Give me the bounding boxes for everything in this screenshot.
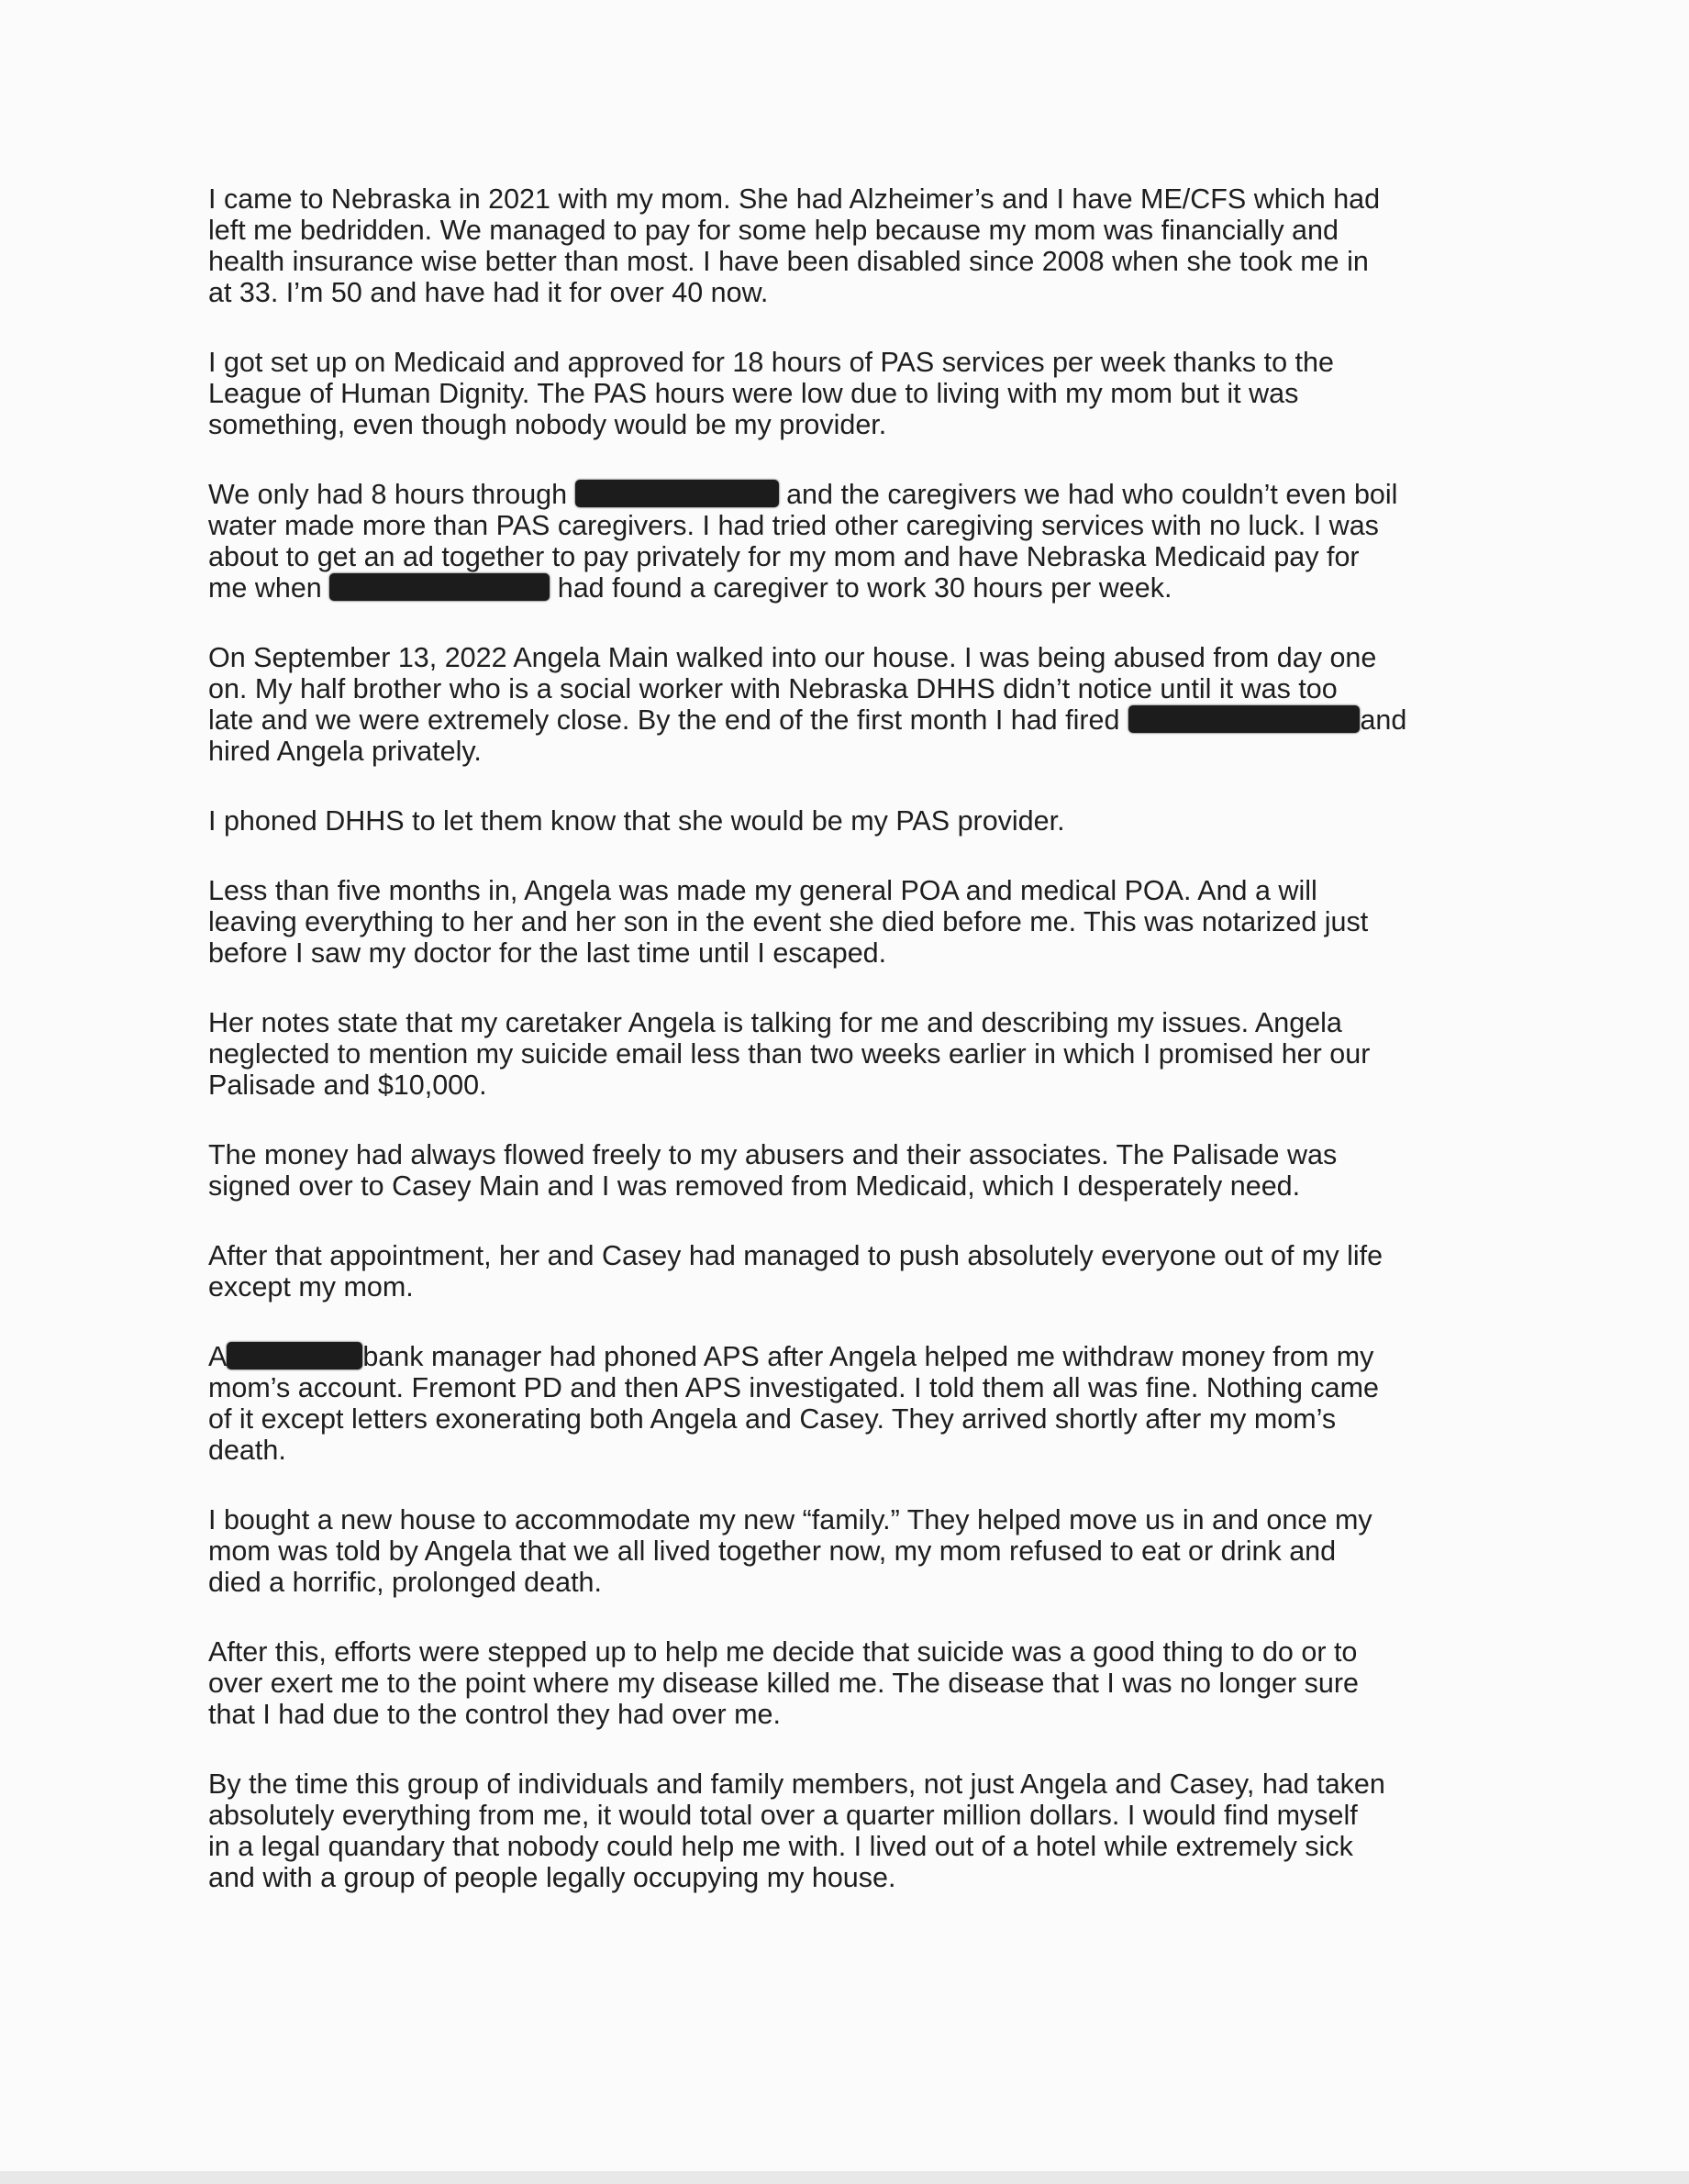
text-segment: and the caregivers we had who couldn’t even boil [786,479,1398,510]
paragraph-6 [208,875,1529,969]
text-line: at 33. I’m 50 and have had it for over 40 now. [208,277,769,308]
text-line: I came to Nebraska in 2021 with my mom. She had Alzheimer’s and I have ME/CFS which had [208,183,1381,215]
paragraph-8 [208,1139,1529,1202]
redaction-mark [227,1342,362,1369]
text-segment: had found a caregiver to work 30 hours per week. [557,572,1172,604]
text-line: in a legal quandary that nobody could help me with. I lived out of a hotel while extremely sick [208,1831,1353,1862]
text-line: before I saw my doctor for the last time until I escaped. [208,937,887,969]
paragraph-9 [208,1240,1529,1303]
paragraph-11 [208,1504,1529,1598]
text-line: absolutely everything from me, it would total over a quarter million dollars. I would find myself [208,1800,1358,1831]
text-line: left me bedridden. We managed to pay for some help because my mom was financially and [208,215,1339,246]
text-line: leaving everything to her and her son in the event she died before me. This was notarized just [208,906,1369,937]
text-line [208,479,1529,510]
text-line: of it except letters exonerating both Angela and Casey. They arrived shortly after my mom’s [208,1403,1337,1435]
letter-body [208,183,1529,1932]
text-line: something, even though nobody would be my provider. [208,409,887,440]
text-line: The money had always flowed freely to my abusers and their associates. The Palisade was [208,1139,1338,1170]
text-line: Her notes state that my caretaker Angela is talking for me and describing my issues. Angela [208,1007,1342,1038]
text-line: After this, efforts were stepped up to help me decide that suicide was a good thing to do or to [208,1636,1358,1668]
text-line: I got set up on Medicaid and approved for 18 hours of PAS services per week thanks to the [208,347,1334,378]
scan-bottom-edge [0,2171,1689,2184]
text-line: on. My half brother who is a social worker with Nebraska DHHS didn’t notice until it was too [208,673,1338,704]
text-line: neglected to mention my suicide email less than two weeks earlier in which I promised her our [208,1038,1371,1070]
text-line: Less than five months in, Angela was made my general POA and medical POA. And a will [208,875,1317,906]
paragraph-1 [208,183,1529,308]
text-line [208,704,1529,736]
text-line: water made more than PAS caregivers. I had tried other caregiving services with no luck. I was [208,510,1379,541]
text-line: and with a group of people legally occupying my house. [208,1862,896,1893]
text-line: that I had due to the control they had over me. [208,1699,781,1730]
text-line: League of Human Dignity. The PAS hours were low due to living with my mom but it was [208,378,1299,409]
text-segment: me when [208,572,322,604]
redaction-mark [575,480,779,507]
paragraph-10 [208,1341,1529,1466]
text-line: death. [208,1435,286,1466]
text-segment: A [208,1341,228,1372]
text-line: mom was told by Angela that we all lived together now, my mom refused to eat or drink and [208,1535,1337,1567]
paragraph-7 [208,1007,1529,1101]
paragraph-2 [208,347,1529,440]
text-line: died a horrific, prolonged death. [208,1567,602,1598]
text-line: over exert me to the point where my disease killed me. The disease that I was no longer sure [208,1668,1359,1699]
text-line [208,1341,1529,1372]
text-line: mom’s account. Fremont PD and then APS investigated. I told them all was fine. Nothing came [208,1372,1379,1403]
paragraph-4 [208,642,1529,767]
text-line: Palisade and $10,000. [208,1070,487,1101]
text-line: I bought a new house to accommodate my new “family.” They helped move us in and once my [208,1504,1372,1535]
text-segment: We only had 8 hours through [208,479,568,510]
paragraph-3 [208,479,1529,604]
text-line [208,572,1529,604]
paragraph-13 [208,1768,1529,1893]
text-line: I phoned DHHS to let them know that she would be my PAS provider. [208,805,1065,837]
text-line: hired Angela privately. [208,736,482,767]
text-line: On September 13, 2022 Angela Main walked into our house. I was being abused from day one [208,642,1377,673]
text-line: about to get an ad together to pay privately for my mom and have Nebraska Medicaid pay for [208,541,1360,572]
paragraph-5 [208,805,1529,837]
paragraph-12 [208,1636,1529,1730]
text-line: health insurance wise better than most. I have been disabled since 2008 when she took me in [208,246,1369,277]
text-segment: late and we were extremely close. By the end of the first month I had fired [208,704,1120,736]
redaction-mark [329,573,550,601]
text-segment: and [1360,704,1407,736]
text-segment: bank manager had phoned APS after Angela helped me withdraw money from my [362,1341,1374,1372]
text-line: except my mom. [208,1271,414,1303]
redaction-mark [1128,705,1360,733]
text-line: After that appointment, her and Casey had managed to push absolutely everyone out of my life [208,1240,1383,1271]
text-line: By the time this group of individuals and family members, not just Angela and Casey, had taken [208,1768,1385,1800]
text-line: signed over to Casey Main and I was removed from Medicaid, which I desperately need. [208,1170,1301,1202]
